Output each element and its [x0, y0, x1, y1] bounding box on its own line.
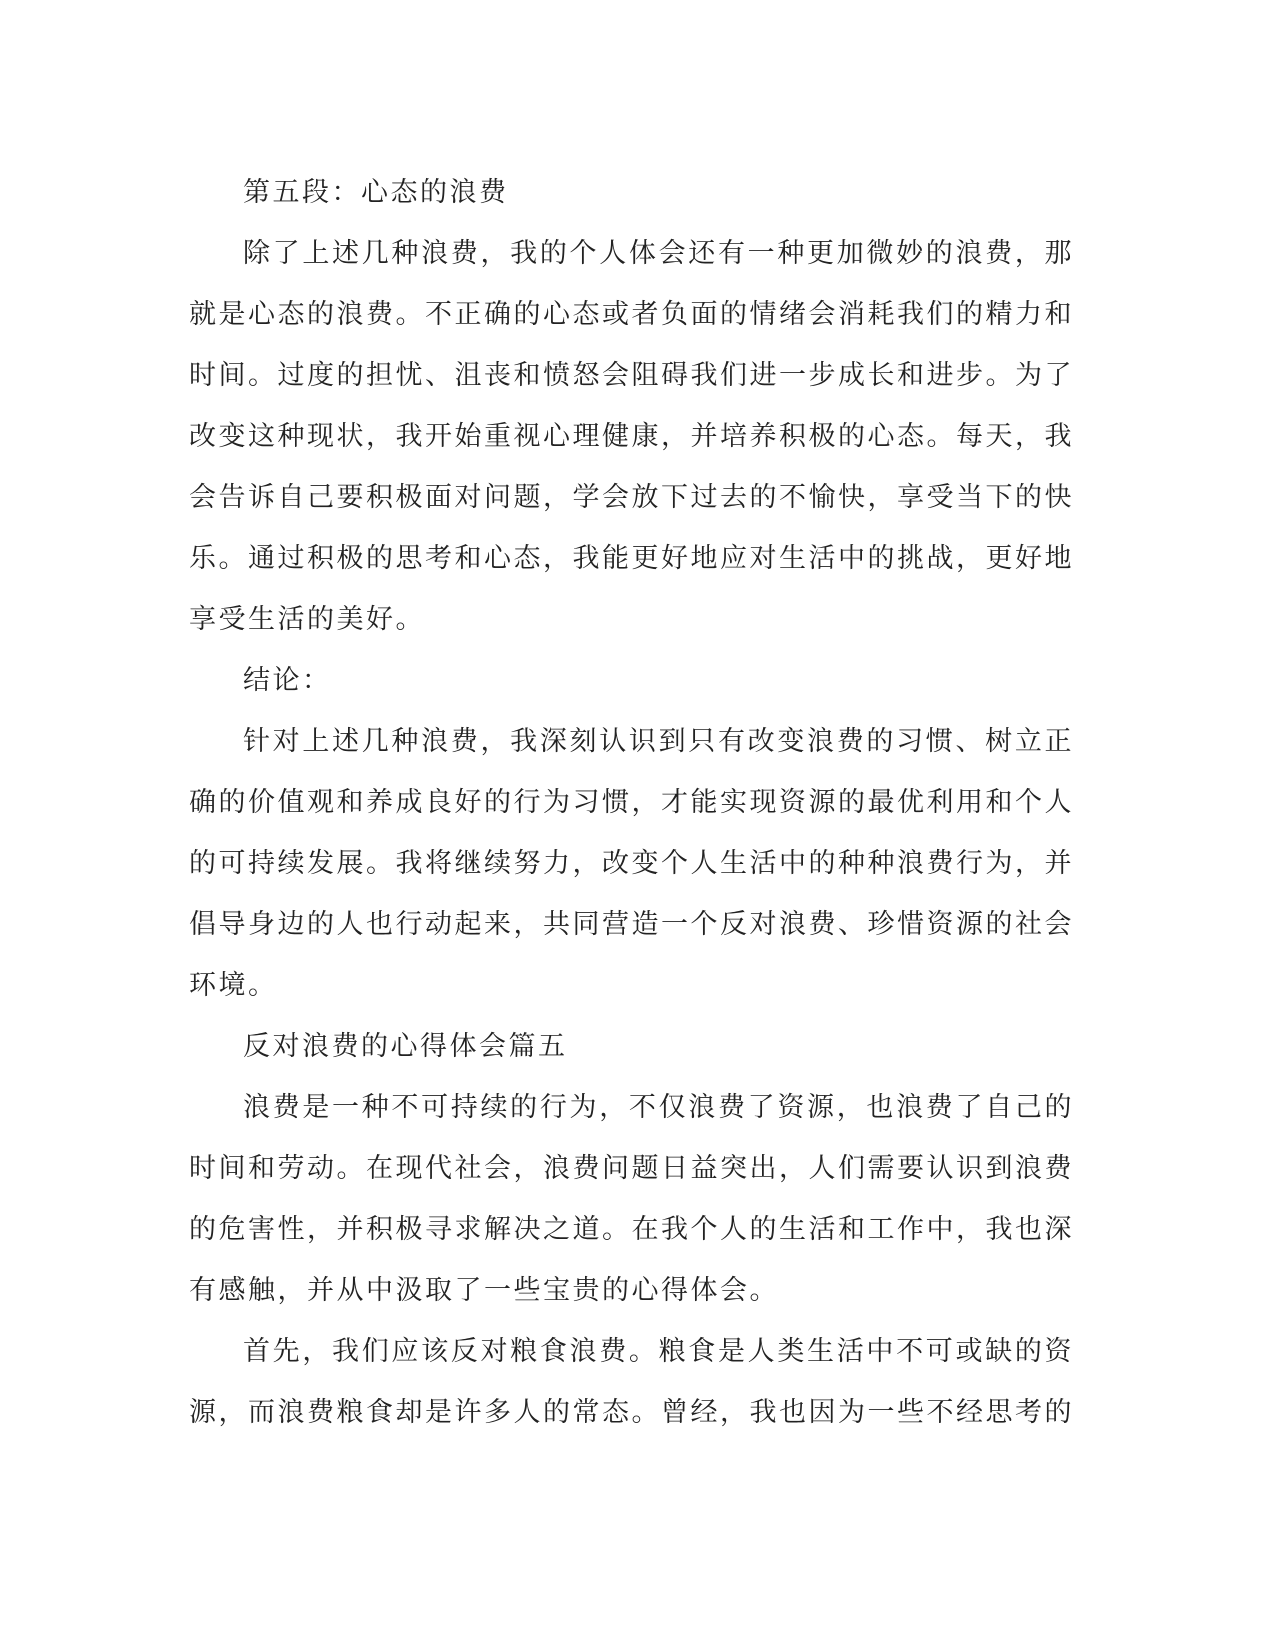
- paragraph-conclusion: 针对上述几种浪费，我深刻认识到只有改变浪费的习惯、树立正确的价值观和养成良好的行为习惯，才能实现资源的最优利用和个人的可持续发展。我将继续努力，改变个人生活中的种种浪费行为，并倡导身边的人也行动起来，共同营造一个反对浪费、珍惜资源的社会环境。: [189, 726, 1074, 1001]
- article-title-part-five: 反对浪费的心得体会篇五: [243, 1031, 568, 1062]
- paragraph-food-waste: 首先，我们应该反对粮食浪费。粮食是人类生活中不可或缺的资源，而浪费粮食却是许多人的常态。曾经，我也因为一些不经思考的: [189, 1336, 1074, 1428]
- section-heading-conclusion: 结论：: [243, 665, 332, 696]
- paragraph-mindset-waste: 除了上述几种浪费，我的个人体会还有一种更加微妙的浪费，那就是心态的浪费。不正确的心态或者负面的情绪会消耗我们的精力和时间。过度的担忧、沮丧和愤怒会阻碍我们进一步成长和进步。为了改变这种现状，我开始重视心理健康，并培养积极的心态。每天，我会告诉自己要积极面对问题，学会放下过去的不愉快，享受当下的快乐。通过积极的思考和心态，我能更好地应对生活中的挑战，更好地享受生活的美好。: [189, 238, 1074, 635]
- document-body: [189, 162, 1074, 1443]
- section-heading-mindset-waste: 第五段：心态的浪费: [243, 177, 509, 208]
- paragraph-introduction: 浪费是一种不可持续的行为，不仅浪费了资源，也浪费了自己的时间和劳动。在现代社会，浪费问题日益突出，人们需要认识到浪费的危害性，并积极寻求解决之道。在我个人的生活和工作中，我也深有感触，并从中汲取了一些宝贵的心得体会。: [189, 1092, 1074, 1306]
